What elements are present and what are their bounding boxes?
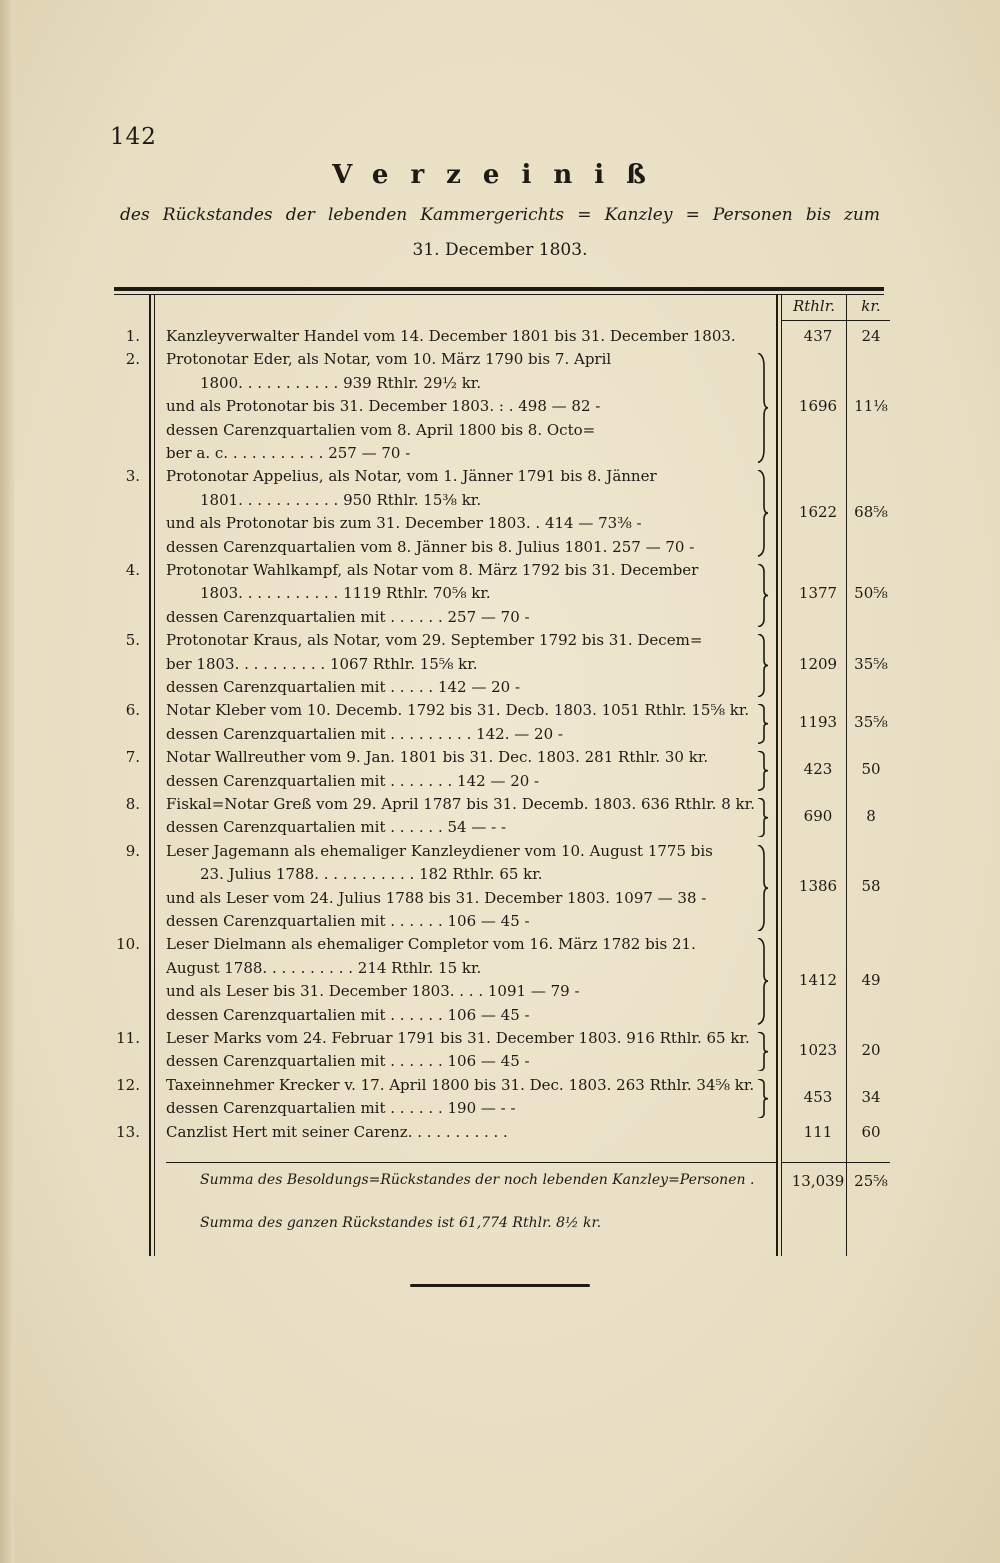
entry-rthlr: 1023: [798, 1040, 838, 1059]
entry-line: und als Protonotar bis zum 31. December 1803. . 414 — 73⅜ -: [166, 514, 642, 533]
entry-kr: 49: [861, 970, 881, 989]
entry-kr: 20: [861, 1040, 881, 1059]
brace-icon: [756, 751, 768, 790]
table-left-rule-inner: [154, 294, 155, 1256]
summa-rthlr: 13,039: [791, 1172, 845, 1190]
column-header-kr: kr.: [861, 297, 881, 315]
entry-line: dessen Carenzquartalien mit . . . . . . . 142 — 20 -: [166, 771, 540, 790]
total-line: Summa des ganzen Rückstandes ist 61,774 Rthlr. 8½ kr.: [200, 1215, 602, 1231]
entry-rthlr: 1209: [798, 654, 838, 673]
brace-icon: [756, 564, 768, 627]
brace-icon: [756, 704, 768, 743]
table-top-rule-thin: [114, 294, 884, 295]
page-subtitle: des Rückstandes der lebenden Kammergerichts = Kanzley = Personen bis zum: [120, 205, 880, 225]
entry-number: 7.: [125, 748, 140, 767]
table-top-rule-thick: [114, 287, 884, 291]
entry-kr: 68⅝: [854, 502, 888, 521]
entry-line: dessen Carenzquartalien vom 8. Jänner bis 8. Julius 1801. 257 — 70 -: [166, 537, 695, 556]
entry-number: 12.: [116, 1075, 140, 1094]
column-header-rthlr: Rthlr.: [792, 297, 836, 315]
entry-line: Protonotar Kraus, als Notar, vom 29. September 1792 bis 31. Decem=: [166, 631, 703, 650]
entry-number: 10.: [116, 935, 140, 954]
entry-line: und als Protonotar bis 31. December 1803. : . 498 — 82 -: [166, 397, 601, 416]
entry-line: Leser Dielmann als ehemaliger Completor vom 16. März 1782 bis 21.: [166, 935, 696, 954]
entry-kr: 11⅛: [854, 397, 888, 416]
entry-line: dessen Carenzquartalien mit . . . . . . 106 — 45 -: [166, 1052, 530, 1071]
entry-number: 2.: [125, 350, 140, 369]
entry-number: 13.: [116, 1122, 140, 1141]
brace-icon: [756, 470, 768, 556]
entry-line: 1801. . . . . . . . . . . 950 Rthlr. 15⅜ kr.: [200, 490, 482, 509]
entry-line: Leser Marks vom 24. Februar 1791 bis 31. December 1803. 916 Rthlr. 65 kr.: [166, 1029, 750, 1047]
entry-rthlr: 111: [803, 1122, 833, 1141]
entry-rthlr: 437: [803, 327, 833, 345]
summa-rule-right: [782, 1162, 890, 1163]
entry-line: Protonotar Eder, als Notar, vom 10. März 1790 bis 7. April: [166, 350, 612, 369]
end-ornament-rule: [410, 1284, 590, 1287]
page-number: 142: [110, 124, 157, 150]
brace-icon: [756, 938, 768, 1024]
entry-number: 8.: [125, 795, 140, 813]
entry-number: 5.: [125, 631, 140, 650]
entry-rthlr: 1412: [798, 970, 838, 989]
page-title: Verzeiniß: [332, 160, 668, 190]
table-left-rule: [149, 294, 151, 1256]
brace-icon: [756, 1032, 768, 1071]
entry-line: Leser Jagemann als ehemaliger Kanzleydiener vom 10. August 1775 bis: [166, 841, 713, 860]
entry-kr: 8: [866, 806, 876, 825]
entry-line: ber 1803. . . . . . . . . . 1067 Rthlr. 15⅝ kr.: [166, 654, 478, 673]
brace-icon: [756, 1079, 768, 1118]
entry-kr: 24: [861, 327, 881, 345]
entry-rthlr: 453: [803, 1087, 833, 1106]
entry-line: Protonotar Appelius, als Notar, vom 1. Jänner 1791 bis 8. Jänner: [166, 467, 657, 486]
entry-kr: 60: [861, 1122, 881, 1141]
entry-line: 1803. . . . . . . . . . . 1119 Rthlr. 70⅝ kr.: [200, 584, 491, 603]
entry-number: 11.: [116, 1029, 140, 1047]
entry-line: Canzlist Hert mit seiner Carenz. . . . . . . . . . .: [166, 1122, 508, 1141]
entry-rthlr: 1193: [798, 713, 838, 732]
entry-line: dessen Carenzquartalien mit . . . . . . 106 — 45 -: [166, 912, 530, 930]
brace-icon: [756, 845, 768, 931]
entry-line: und als Leser vom 24. Julius 1788 bis 31. December 1803. 1097 — 38 -: [166, 888, 707, 907]
brace-icon: [756, 353, 768, 463]
entry-kr: 58: [861, 876, 881, 895]
entry-line: dessen Carenzquartalien mit . . . . . 142 — 20 -: [166, 678, 521, 696]
entry-number: 9.: [125, 841, 140, 860]
entry-kr: 34: [861, 1087, 881, 1106]
entry-kr: 35⅝: [854, 713, 888, 732]
entry-line: Protonotar Wahlkampf, als Notar vom 8. März 1792 bis 31. December: [166, 561, 699, 579]
entry-line: dessen Carenzquartalien mit . . . . . . 190 — - -: [166, 1099, 516, 1118]
entry-number: 6.: [125, 701, 140, 720]
entry-line: Kanzleyverwalter Handel vom 14. December 1801 bis 31. December 1803.: [166, 327, 736, 345]
entry-line: 1800. . . . . . . . . . . 939 Rthlr. 29½ kr.: [200, 373, 482, 392]
entry-line: Notar Kleber vom 10. Decemb. 1792 bis 31. Decb. 1803. 1051 Rthlr. 15⅝ kr.: [166, 701, 750, 720]
entry-line: dessen Carenzquartalien mit . . . . . . 106 — 45 -: [166, 1005, 530, 1024]
entry-line: und als Leser bis 31. December 1803. . . . 1091 — 79 -: [166, 982, 580, 1001]
entry-rthlr: 1377: [798, 584, 838, 603]
entry-line: dessen Carenzquartalien mit . . . . . . . . . 142. — 20 -: [166, 724, 563, 743]
entry-kr: 50⅝: [854, 584, 888, 603]
entry-line: 23. Julius 1788. . . . . . . . . . . 182 Rthlr. 65 kr.: [200, 865, 543, 884]
entry-rthlr: 690: [803, 806, 833, 825]
entry-rthlr: 1696: [798, 397, 838, 416]
summa-label: Summa des Besoldungs=Rückstandes der noch lebenden Kanzley=Personen .: [200, 1172, 755, 1188]
entry-rthlr: 423: [803, 759, 833, 778]
entry-line: Fiskal=Notar Greß vom 29. April 1787 bis 31. Decemb. 1803. 636 Rthlr. 8 kr.: [166, 795, 755, 813]
brace-icon: [756, 634, 768, 697]
entry-line: dessen Carenzquartalien vom 8. April 1800 bis 8. Octo=: [166, 420, 596, 439]
entry-number: 3.: [125, 467, 140, 486]
entry-kr: 35⅝: [854, 654, 888, 673]
entry-line: dessen Carenzquartalien mit . . . . . . 54 — - -: [166, 818, 507, 837]
summa-rule-left: [166, 1162, 776, 1163]
page-date: 31. December 1803.: [412, 240, 588, 260]
entry-line: Notar Wallreuther vom 9. Jan. 1801 bis 31. Dec. 1803. 281 Rthlr. 30 kr.: [166, 748, 709, 767]
summa-kr: 25⅝: [854, 1172, 888, 1190]
entry-line: dessen Carenzquartalien mit . . . . . . 257 — 70 -: [166, 607, 530, 626]
entry-number: 1.: [125, 327, 140, 345]
entry-rthlr: 1622: [798, 502, 838, 521]
entry-line: ber a. c. . . . . . . . . . . 257 — 70 -: [166, 444, 411, 462]
entry-line: August 1788. . . . . . . . . . 214 Rthlr. 15 kr.: [166, 958, 482, 977]
entry-kr: 50: [861, 759, 881, 778]
table-rthlr-rule: [776, 294, 778, 1256]
column-head-rule: [782, 320, 890, 321]
page-edge: [0, 0, 14, 1563]
brace-icon: [756, 798, 768, 837]
entry-rthlr: 1386: [798, 876, 838, 895]
entry-line: Taxeinnehmer Krecker v. 17. April 1800 bis 31. Dec. 1803. 263 Rthlr. 34⅝ kr.: [166, 1075, 755, 1094]
entry-number: 4.: [125, 561, 140, 579]
